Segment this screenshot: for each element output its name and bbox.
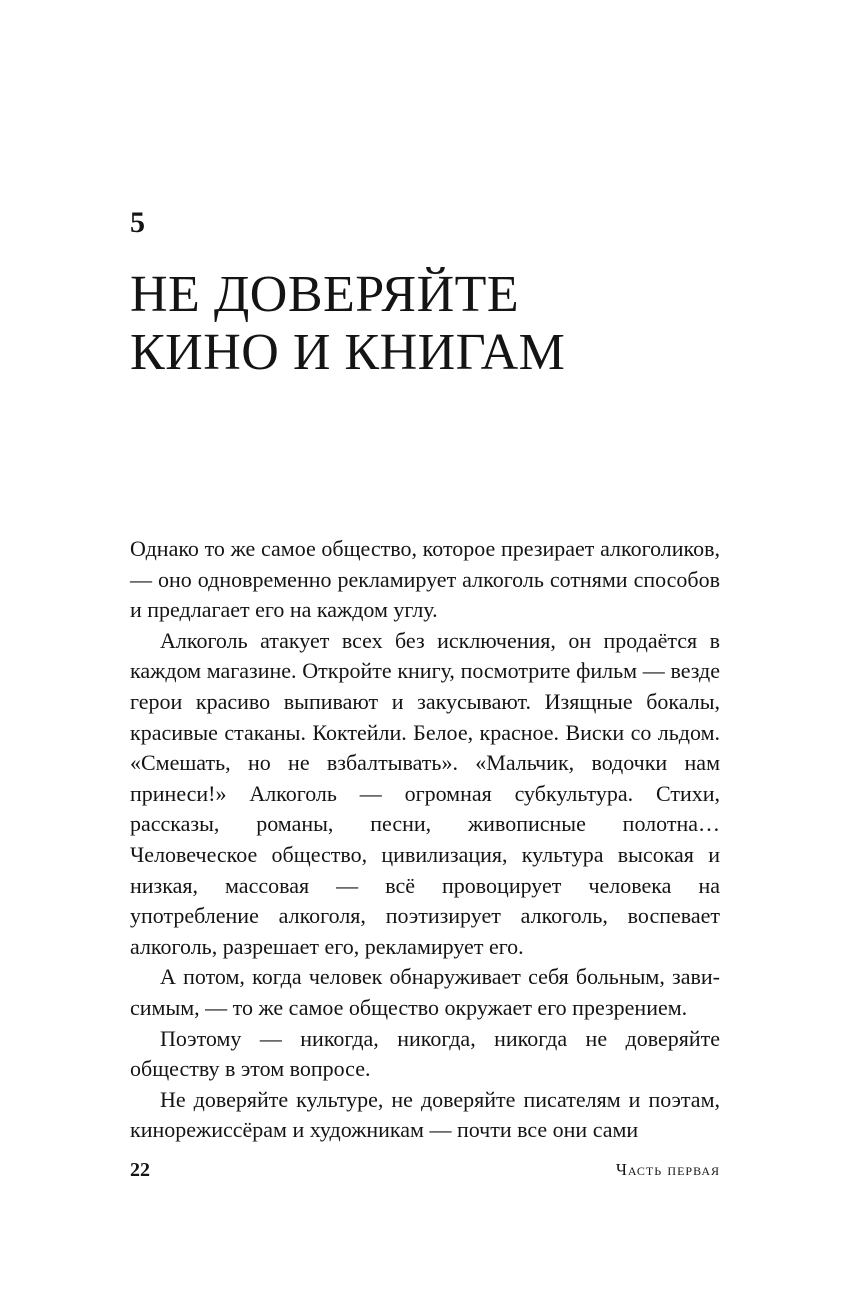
paragraph: Алкоголь атакует всех без исключения, он продаётся в каждом магазине. Откройте книгу, посмотрите фильм — везде герои красиво выпивают и закусывают. Изящные бокалы, красивые стаканы. Коктейли. Белое, красное. Виски со льдом. «Смешать, но не взбалтывать». «Мальчик, водочки нам принеси!» Алкоголь — огромная субкультура. Стихи, рассказы, романы, песни, живописные полотна… Человеческое общество, цивилизация, культура высокая и низкая, массовая — всё провоцирует человека на употребление алкоголя, поэтизирует алкоголь, воспевает алкоголь, разрешает его, рекламирует его.	[130, 627, 720, 959]
chapter-title-line: КИНО И КНИГАМ	[130, 324, 566, 381]
paragraph: Однако то же самое общество, которое презирает алкоголиков, — оно одновременно рекламирует алкоголь сотнями способов и предлагает его на каждом углу.	[130, 536, 720, 623]
chapter-title-line: НЕ ДОВЕРЯЙТЕ	[130, 266, 520, 323]
paragraph: А потом, когда человек обнаруживает себя больным, зависимым, — то же самое общество окружает его презрением.	[130, 964, 720, 1020]
chapter-title	[130, 266, 750, 382]
chapter-number: 5	[130, 206, 145, 239]
paragraph: Поэтому — никогда, никогда, никогда не доверяйте обществу в этом вопросе.	[130, 1025, 720, 1082]
running-footer-section: Часть первая	[615, 1160, 720, 1179]
paragraph: Не доверяйте культуре, не доверяйте писателям и поэтам, кинорежиссёрам и художникам — почти все они сами	[130, 1086, 720, 1143]
body-text	[130, 534, 720, 1146]
page-number: 22	[130, 1159, 150, 1181]
